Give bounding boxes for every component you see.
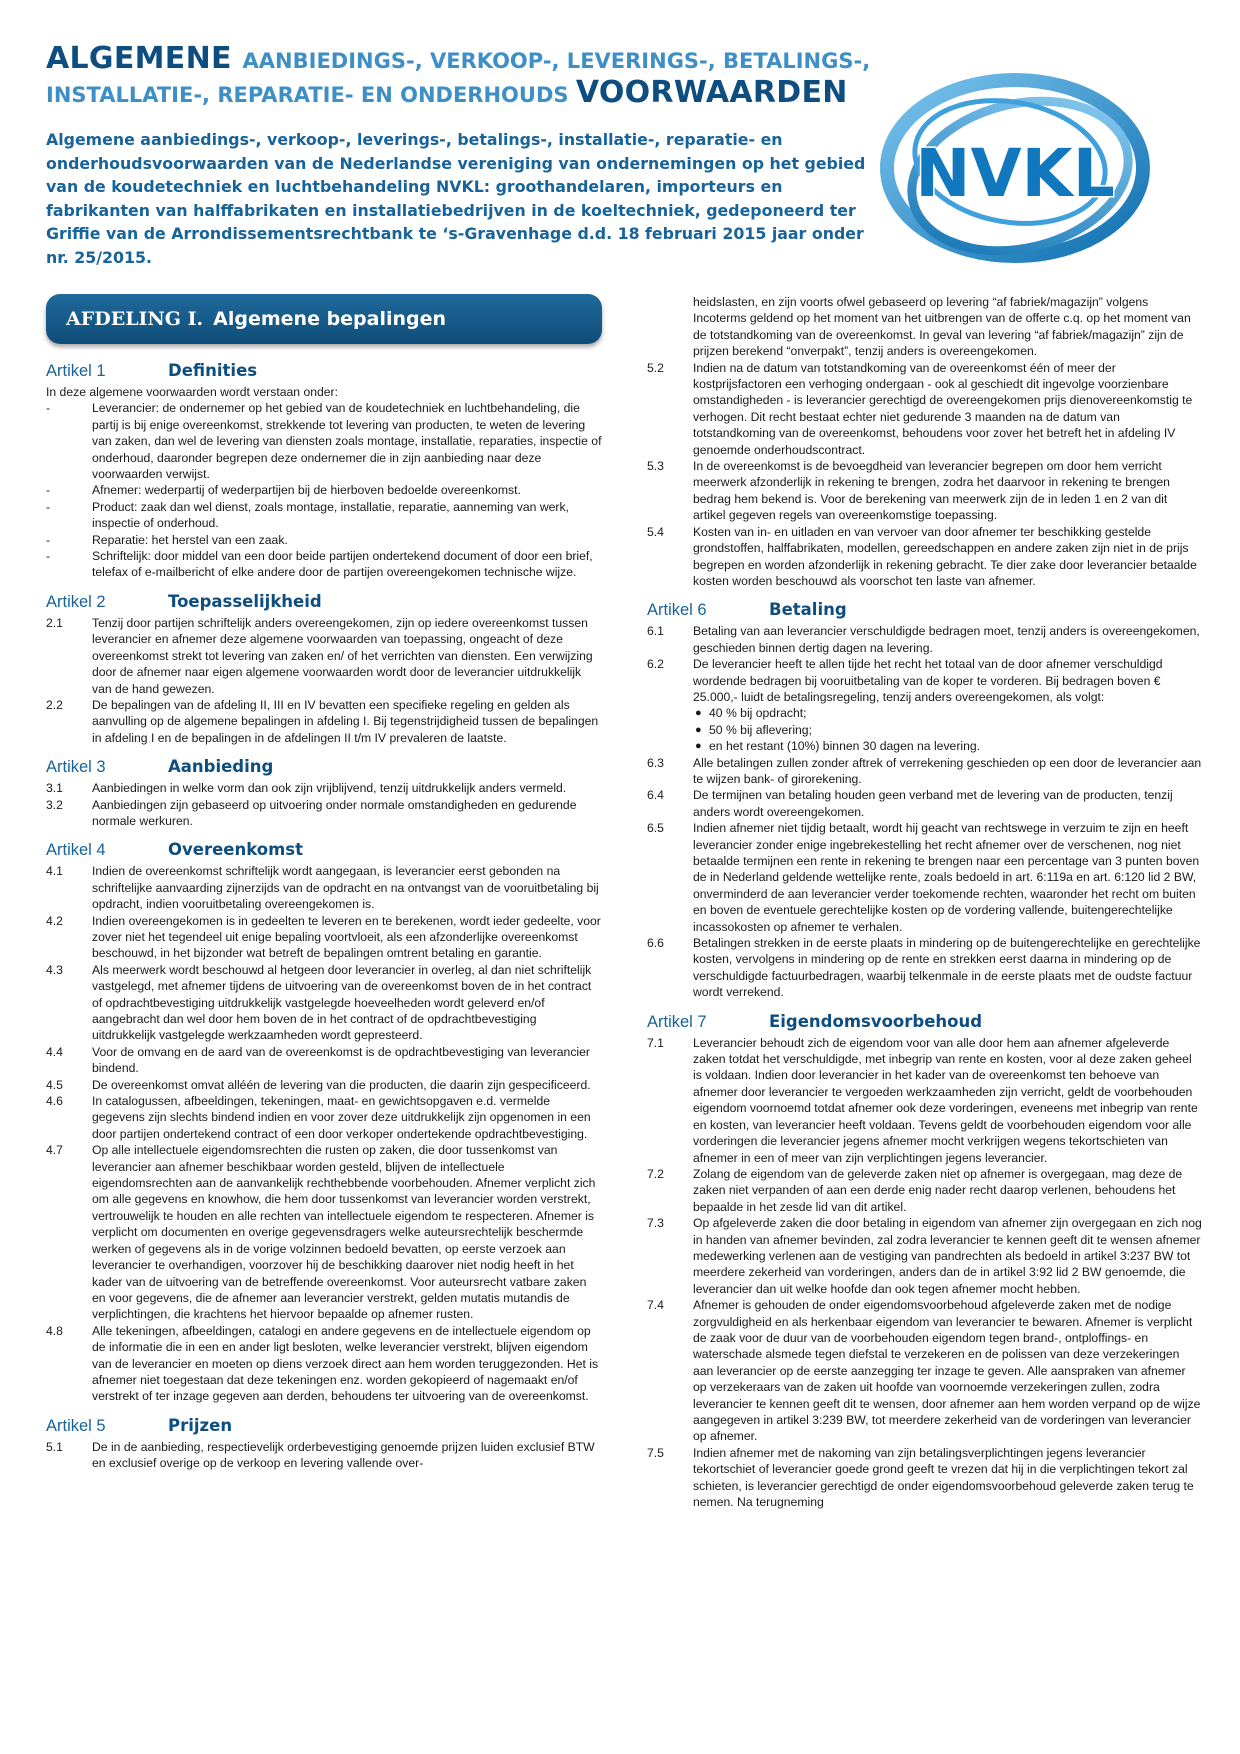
section-number: AFDELING I.	[66, 308, 204, 330]
clause: 4.4 Voor de omvang en de aard van de overeenkomst is de opdrachtbevestiging van leverancier bindend.	[46, 1044, 590, 1076]
article-number: Artikel 1	[46, 362, 106, 380]
left-column	[46, 358, 602, 1472]
bullet-icon: ●	[695, 723, 702, 736]
clause: 7.3 Op afgeleverde zaken die door betaling in eigendom van afnemer zijn overgegaan en zich nog in handen van afnemer bevinden, zal zodra leverancier te kennen geeft dit te wensen afnemer medewerking verlenen aan de vestiging van pandrechten als bedoeld in artikel 3:237 BW tot meerdere zekerheid van vorderingen, anders dan de in artikel 3:92 lid 2 BW genoemde, die leverancier dan uit welke hoofde dan ook tegen afnemer mocht hebben.	[647, 1216, 1202, 1296]
section-header-afdeling-1	[46, 294, 602, 344]
clause: 6.5 Indien afnemer niet tijdig betaalt, wordt hij geacht van rechtswege in verzuim te zijn en heeft leverancier zonder enige ingebrekestelling het recht afnemer over de verschenen, nog niet betaalde termijnen een rente in rekening te brengen naar een percentage van 3 punten boven de in Nederland geldende wettelijke rente, zoals bedoeld in art. 6:119a en art. 6:120 lid 2 BW, onverminderd de aan leverancier verder toekomende rechten, waaronder het recht om buiten en boven de eventuele gerechtelijke kosten op de vordering vallende, buitengerechtelijke incassokosten op afnemer te verhalen.	[647, 821, 1200, 934]
right-column	[647, 294, 1202, 1510]
list-item: ● en het restant (10%) binnen 30 dagen na levering.	[695, 739, 981, 754]
clause: 2.1 Tenzij door partijen schriftelijk anders overeengekomen, zijn op iedere overeenkomst tussen leverancier en afnemer deze algemene voorwaarden van toepassing, ongeacht of deze overeenkomst strekt tot levering van zaken en/ of het verrichten van diensten. Een verwijzing door de afnemer naar eigen algemene voorwaarden wordt door de leverancier uitdrukkelijk van de hand gewezen.	[46, 615, 593, 696]
article-1-heading	[46, 358, 602, 384]
bullet-icon: ●	[695, 707, 702, 720]
article-title: Overeenkomst	[168, 840, 304, 860]
article-3-heading	[46, 754, 602, 780]
title-line1-small: AANBIEDINGS-, VERKOOP-, LEVERINGS-, BETALINGS-,	[242, 49, 871, 73]
clause: 4.8 Alle tekeningen, afbeeldingen, catalogi en andere gegevens en de intellectuele eigendom op de informatie die in een en ander ligt besloten, welke leverancier verstrekt, blijven eigendom van de leverancier en moeten op diens verzoek direct aan hem worden teruggezonden. Het is afnemer niet toegestaan dat deze tekeningen enz. worden gekopieerd of nagemaakt en/of verstrekt of ter inzage gegeven aan derden, behoudens ter uitvoering van de overeenkomst.	[46, 1323, 599, 1404]
article-title: Aanbieding	[168, 757, 274, 777]
document-title	[46, 42, 926, 110]
article-title: Toepasselijkheid	[168, 591, 322, 611]
clause: 4.2 Indien overeengekomen is in gedeelten te leveren en te berekenen, wordt ieder gedeelte, voor zover niet het tegendeel uit enige bepaling voortvloeit, als een afzonderlijke overeenkomst beschouwd, in het bijzonder wat betreft de bepalingen omtrent betaling en garantie.	[46, 913, 601, 961]
title-voorwaarden: VOORWAARDEN	[575, 75, 848, 110]
list-item: ● 50 % bij aflevering;	[695, 722, 812, 737]
clause: 5.2 Indien na de datum van totstandkoming van de overeenkomst één of meer der kostprijsfactoren een verhoging ondergaan - ook al geschiedt dit ingevolge voorzienbare omstandigheden - is leverancier gerechtigd de overeengekomen prijs dienovereenkomstig te verhogen. Dit recht bestaat echter niet gedurende 3 maanden na de datum van totstandkoming van de overeenkomst, behoudens voor zover het betreft het in afdeling IV genoemde onderhoudscontract.	[647, 360, 1193, 457]
article-title: Prijzen	[168, 1415, 233, 1435]
clause: 4.1 Indien de overeenkomst schriftelijk wordt aangegaan, is leverancier eerst gebonden na schriftelijke aanvaarding zijnerzijds van de opdracht en na ontvangst van de vooruitbetaling bij opdracht, indien vooruitbetaling overeengekomen is.	[46, 864, 599, 912]
clause: 7.2 Zolang de eigendom van de geleverde zaken niet op afnemer is overgegaan, mag deze de zaken niet verpanden of aan een derde enig nader recht daarop verlenen, behoudens het bepaalde in het zesde lid van dit artikel.	[647, 1166, 1183, 1214]
title-algemene: ALGEMENE	[46, 41, 243, 76]
clause: 3.2 Aanbiedingen zijn gebaseerd op uitvoering onder normale omstandigheden en gedurende normale werkuren.	[46, 797, 577, 828]
clause: 6.6 Betalingen strekken in de eerste plaats in mindering op de buitengerechtelijke en gerechtelijke kosten, vervolgens in mindering op de rente en strekken eerst daarna in mindering op de verschuldigde factuurbedragen, waarbij telkenmale in de eerste plaats met de oudste factuur wordt verrekend.	[647, 936, 1201, 1000]
clause: 4.3 Als meerwerk wordt beschouwd al hetgeen door leverancier in overleg, al dan niet schriftelijk vastgelegd, met afnemer tijdens de uitvoering van de overeenkomst boven de in het contract of opdrachtbevestiging uitdrukkelijk vastgelegde hoeveelheden wordt geleverd en/of aangebracht dan wel door hem boven de in het contract of de opdrachtbevestiging uitdrukkelijk vastgelegde werkzaamheden wordt gepresteerd.	[46, 962, 592, 1043]
article-intro: In deze algemene voorwaarden wordt verstaan onder:	[46, 385, 339, 399]
clause: 5.3 In de overeenkomst is de bevoegdheid van leverancier begrepen om door hem verricht meerwerk afzonderlijk in rekening te brengen, zodra het daarvoor in rekening te brengen bedrag hem bekend is. Voor de berekening van meerwerk zijn de in leden 1 en 2 van dit artikel gegeven regels van overeenkomstige toepassing.	[647, 459, 1170, 523]
clause: 7.4 Afnemer is gehouden de onder eigendomsvoorbehoud afgeleverde zaken met de nodige zorgvuldigheid en als herkenbaar eigendom van leverancier te bewaren. Afnemer is verplicht de zaak voor de duur van de voorbehouden eigendom tegen brand-, ontploffings- en waterschade alsmede tegen diefstal te verzekeren en de polissen van deze verzekeringen aan leverancier op de eerste aanzegging ter inzage te geven. Alle aanspraken van afnemer op verzekeraars van de zaken uit hoofde van voornoemde verzekeringen zullen, zodra leverancier te kennen geeft dit te wensen, door afnemer aan hem worden verpand op de wijze aangegeven in artikel 3:239 BW, tot meerdere zekerheid van de vorderingen van leverancier op afnemer.	[647, 1298, 1201, 1444]
article-title: Eigendomsvoorbehoud	[769, 1011, 983, 1031]
definition-item: - Product: zaak dan wel dienst, zoals montage, installatie, reparatie, aanneming van werk, inspectie of onderhoud.	[46, 499, 569, 531]
clause: 7.5 Indien afnemer met de nakoming van zijn betalingsverplichtingen jegens leverancier tekortschiet of leverancier goede grond geeft te vrezen dat hij in die verplichtingen tekort zal schieten, is leverancier gerechtigd de onder eigendomsvoorbehoud geleverde zaken terug te nemen. Na terugneming	[647, 1445, 1194, 1510]
nvkl-logo	[870, 58, 1160, 288]
clause: 6.2 De leverancier heeft te allen tijde het recht het totaal van de door afnemer verschuldigd wordende bedragen bij vooruitbetaling van de koper te vorderen. Bij bedragen boven € 25.000,- luidt de betalingsregeling, tenzij anders overeengekomen, als volgt:	[647, 657, 1163, 704]
document-subtitle: Algemene aanbiedings-, verkoop-, leverings-, betalings-, installatie-, reparatie- en onderhoudsvoorwaarden van de Nederlandse vereniging van ondernemingen op het gebied van de koudetechniek en luchtbehandeling NVKL: groothandelaren, importeurs en fabrikanten van halffabrikaten en installatiebedrijven in de koeltechniek, gedeponeerd ter Griffie van de Arrondissementsrechtbank te ‘s-Gravenhage d.d. 18 februari 2015 jaar onder nr. 25/2015.	[46, 130, 866, 267]
article-number: Artikel 4	[46, 841, 106, 860]
clause-continuation: heidslasten, en zijn voorts ofwel gebaseerd op levering “af fabriek/magazijn” volgens Incoterms geldend op het moment van het uitbrengen van de offerte c.q. op het moment van de totstandkoming van de overeenkomst. In geval van levering “af fabriek/magazijn” zijn de prijzen berekend “onverpakt”, tenzij anders is overeengekomen.	[693, 295, 1191, 359]
clause: 4.7 Op alle intellectuele eigendomsrechten die rusten op zaken, die door tussenkomst van leverancier aan afnemer beschikbaar worden gesteld, blijven de intellectuele eigendomsrechten aan de aanvankelijk rechthebbende voorbehouden. Afnemer verplicht zich om alle gegevens en knowhow, die hem door tussenkomst van leverancier worden verstrekt, vertrouwelijk te houden en alle rechten van intellectuele eigendom te respecteren. Afnemer is verplicht om documenten en overige gegevensdragers welke auteursrechtelijk beschermde werken of gegevens als in de vorige volzinnen bedoeld bevatten, op eerste verzoek aan leverancier te overhandigen, voorzover hij de beschikking daarover niet nodig heeft in het kader van de uitvoering van de betreffende overeenkomst. Voor auteursrecht vatbare zaken en voor gegevens, die de afnemer aan leverancier verstrekt, gelden mutatis mutandis de verplichtingen, die krachtens het hiervoor bepaalde op afnemer rusten.	[46, 1143, 596, 1322]
clause: 5.1 De in de aanbieding, respectievelijk orderbevestiging genoemde prijzen luiden exclusief BTW en exclusief overige op de verkoop en levering vallende over-	[46, 1439, 595, 1471]
definition-item: - Afnemer: wederpartij of wederpartijen bij de hierboven bedoelde overeenkomst.	[46, 483, 521, 498]
article-6-heading	[647, 597, 1202, 623]
clause: 2.2 De bepalingen van de afdeling II, III en IV bevatten een specifieke regeling en gelden als aanvulling op de algemene bepalingen in afdeling I. Bij tegenstrijdigheid tussen de bepalingen in afdeling I en de bepalingen in de afdelingen II t/m IV prevaleren de laatste.	[46, 697, 599, 745]
clause: 3.1 Aanbiedingen in welke vorm dan ook zijn vrijblijvend, tenzij uitdrukkelijk anders vermeld.	[46, 781, 567, 796]
list-item: ● 40 % bij opdracht;	[695, 706, 807, 721]
clause: 4.5 De overeenkomst omvat alléén de levering van die producten, die daarin zijn gespecificeerd.	[46, 1077, 591, 1092]
clause: 5.4 Kosten van in- en uitladen en van vervoer van door afnemer ter beschikking gestelde grondstoffen, halffabrikaten, modellen, gereedschappen en andere zaken zijn niet in de prijs begrepen en worden afzonderlijk in rekening gebracht. Te dier zake door leverancier betaalde kosten worden beschouwd als voorschot ten laste van afnemer.	[647, 524, 1197, 588]
article-number: Artikel 6	[647, 601, 707, 620]
section-title: Algemene bepalingen	[213, 308, 447, 330]
article-number: Artikel 2	[46, 592, 106, 611]
article-4-heading	[46, 837, 602, 863]
clause: 6.4 De termijnen van betaling houden geen verband met de levering van de producten, tenzij anders wordt overeengekomen.	[647, 788, 1173, 819]
logo-text: NVKL	[915, 135, 1115, 212]
article-number: Artikel 7	[647, 1012, 707, 1031]
article-number: Artikel 3	[46, 758, 106, 777]
article-title: Betaling	[769, 600, 847, 620]
article-7-heading	[647, 1009, 1202, 1035]
clause: 7.1 Leverancier behoudt zich de eigendom voor van alle door hem aan afnemer afgeleverde zaken totdat het verschuldigde, met inbegrip van rente en kosten, voor al deze zaken geheel is voldaan. Indien door leverancier in het kader van de overeenkomst ten behoeve van afnemer door leverancier te vergoeden werkzaamheden zijn verricht, geldt de voorbehouden eigendom voornoemd totdat afnemer ook deze vorderingen, eveneens met inbegrip van rente en kosten, van leverancier heeft voldaan. Tevens geldt de voorbehouden eigendom voor alle vorderingen die leverancier jegens afnemer mocht verkrijgen wegens tekortschieten van afnemer in een of meer van zijn verplichtingen jegens leverancier.	[647, 1035, 1198, 1165]
title-line2-small: INSTALLATIE-, REPARATIE- EN ONDERHOUDS	[46, 83, 576, 107]
definition-item: - Leverancier: de ondernemer op het gebied van de koudetechniek en luchtbehandeling, die partij is bij enige overeenkomst, strekkende tot levering van producten, te weten de levering van zaken, dan wel de levering van diensten zoals montage, installatie, reparaties, inspectie of onderhoud, daaronder begrepen deze ondernemer die in zijn aanbieding naar deze voorwaarden verwijst.	[46, 401, 602, 482]
payment-schedule-list	[693, 705, 1202, 754]
article-2-heading	[46, 589, 602, 615]
article-5-heading	[46, 1413, 602, 1439]
definition-item: - Reparatie: het herstel van een zaak.	[46, 532, 288, 547]
clause: 6.1 Betaling van aan leverancier verschuldigde bedragen moet, tenzij anders is overeengekomen, geschieden binnen dertig dagen na levering.	[647, 624, 1200, 655]
clause: 4.6 In catalogussen, afbeeldingen, tekeningen, maat- en gewichtsopgaven e.d. vermelde gegevens zijn slechts bindend indien en voor zover deze uitdrukkelijk zijn opgenomen in een door partijen ondertekend contract of een door verkoper ondertekende opdrachtbevestiging.	[46, 1094, 591, 1141]
clause: 6.3 Alle betalingen zullen zonder aftrek of verrekening geschieden op een door de leverancier aan te wijzen bank- of girorekening.	[647, 755, 1202, 786]
article-number: Artikel 5	[46, 1416, 106, 1435]
definition-item: - Schriftelijk: door middel van een door beide partijen ondertekend document of door een brief, telefax of e-mailbericht of elke andere door de partijen overeengekomen technische wijze.	[46, 549, 593, 580]
bullet-icon: ●	[695, 740, 702, 753]
article-title: Definities	[168, 361, 258, 380]
